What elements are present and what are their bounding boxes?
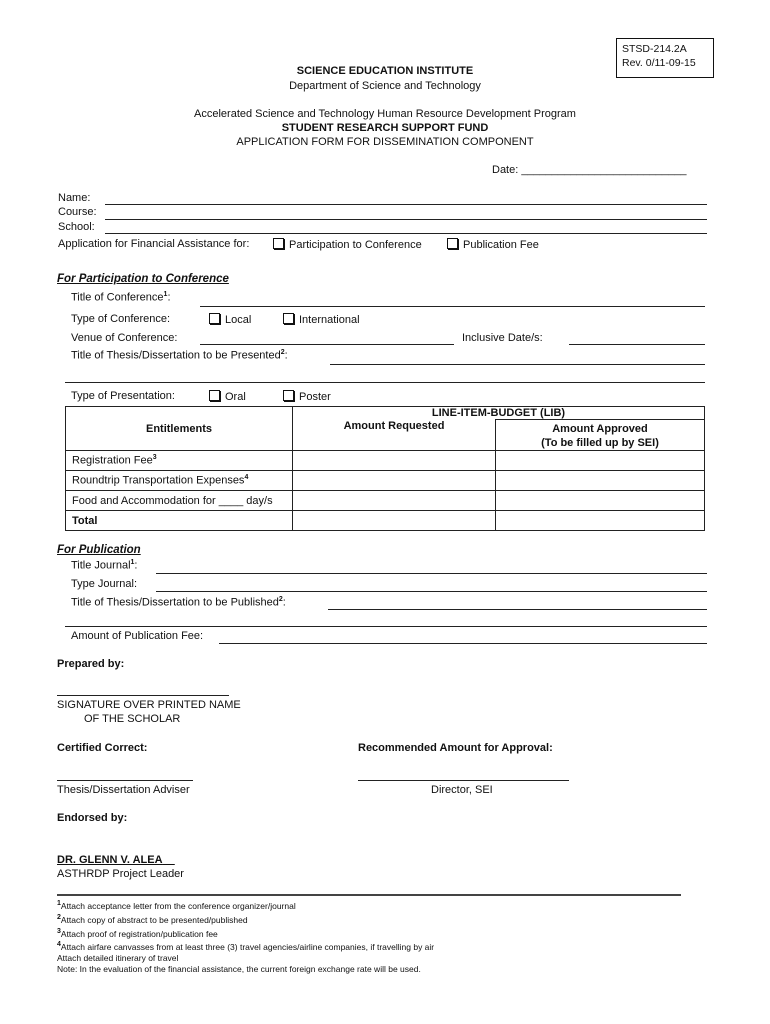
thesis-presented-field[interactable] xyxy=(330,364,705,365)
footnote-4: $^4$Attach airfare canvasses from at least three (3) travel agencies/airline companies, if travelling by air xyxy=(57,941,435,953)
project-leader-name: DR. GLENN V. ALEA xyxy=(57,854,163,866)
conference-section-heading: For Participation to Conference xyxy=(57,273,229,285)
name-field[interactable] xyxy=(105,204,707,205)
checkbox-icon[interactable] xyxy=(209,390,220,401)
institute-title: SCIENCE EDUCATION INSTITUTE xyxy=(296,65,474,77)
food-accommodation-requested-cell[interactable] xyxy=(293,491,496,511)
footnotes xyxy=(57,898,434,975)
checkbox-icon[interactable] xyxy=(209,313,220,324)
conference-checkbox-option[interactable]: Participation to Conference xyxy=(273,238,422,251)
prepared-by-label: Prepared by: xyxy=(57,658,125,670)
course-label: Course: xyxy=(58,206,97,218)
international-checkbox-option[interactable]: International xyxy=(283,313,360,326)
conference-title-label: Title of Conference$^1$: xyxy=(71,291,171,304)
journal-title-field[interactable] xyxy=(156,573,707,574)
date-field[interactable]: Date: ___________________________ xyxy=(492,164,687,176)
certified-correct-label: Certified Correct: xyxy=(57,742,148,754)
footnote-divider xyxy=(57,894,681,896)
footnote-1: $^1$Attach acceptance letter from the conference organizer/journal xyxy=(57,900,296,911)
publication-section-heading: For Publication xyxy=(57,544,141,556)
scholar-signature-caption-2: OF THE SCHOLAR xyxy=(84,713,181,725)
venue-field[interactable] xyxy=(200,344,454,345)
checkbox-icon[interactable] xyxy=(273,238,284,249)
registration-fee-requested-cell[interactable] xyxy=(293,451,496,471)
registration-fee-approved-cell[interactable] xyxy=(496,451,705,471)
transportation-label: Roundtrip Transportation Expenses$^4$ xyxy=(66,471,293,491)
director-signature-line[interactable] xyxy=(358,780,569,781)
checkbox-icon[interactable] xyxy=(283,390,294,401)
inclusive-dates-field[interactable] xyxy=(569,344,705,345)
food-accommodation-label: Food and Accommodation for ____ day/s xyxy=(66,491,293,511)
conference-title-field[interactable] xyxy=(200,306,705,307)
school-field[interactable] xyxy=(105,233,707,234)
form-code: STSD-214.2A xyxy=(622,43,687,55)
total-approved-cell[interactable] xyxy=(496,511,705,531)
total-label: Total xyxy=(66,511,293,531)
fund-title: STUDENT RESEARCH SUPPORT FUND xyxy=(281,122,489,134)
line-item-budget-table xyxy=(65,406,705,531)
entitlements-header: Entitlements xyxy=(66,407,293,451)
oral-checkbox-option[interactable]: Oral xyxy=(209,390,246,403)
poster-checkbox-option[interactable]: Poster xyxy=(283,390,331,403)
name-label: Name: xyxy=(58,192,91,204)
scholar-signature-caption: SIGNATURE OVER PRINTED NAME xyxy=(57,699,241,711)
director-caption: Director, SEI xyxy=(431,784,493,796)
scholar-signature-line[interactable] xyxy=(57,695,229,696)
thesis-published-label: Title of Thesis/Dissertation to be Published$^2$: xyxy=(71,596,286,609)
checkbox-icon[interactable] xyxy=(447,238,458,249)
food-accommodation-approved-cell[interactable] xyxy=(496,491,705,511)
transportation-requested-cell[interactable] xyxy=(293,471,496,491)
registration-fee-label: Registration Fee$^3$ xyxy=(66,451,293,471)
recommended-amount-label: Recommended Amount for Approval: xyxy=(358,742,553,754)
project-leader-title: ASTHRDP Project Leader xyxy=(57,868,184,880)
footnote-note: Note: In the evaluation of the financial assistance, the current foreign exchange rate will be used. xyxy=(57,964,421,975)
school-label: School: xyxy=(58,221,95,233)
publication-fee-label: Amount of Publication Fee: xyxy=(71,630,204,642)
venue-label: Venue of Conference: xyxy=(71,332,178,344)
endorsed-by-label: Endorsed by: xyxy=(57,812,128,824)
thesis-presented-field-continued[interactable] xyxy=(65,382,705,383)
thesis-presented-label: Title of Thesis/Dissertation to be Presented$^2$: xyxy=(71,349,288,362)
table-row xyxy=(66,471,705,491)
presentation-type-label: Type of Presentation: xyxy=(71,390,175,402)
local-checkbox-option[interactable]: Local xyxy=(209,313,251,326)
journal-type-field[interactable] xyxy=(156,591,707,592)
department-title: Department of Science and Technology xyxy=(289,80,481,92)
amount-approved-header: Amount Approved (To be filled up by SEI) xyxy=(496,420,705,451)
table-row xyxy=(66,511,705,531)
amount-requested-header: Amount Requested xyxy=(293,420,496,451)
footnote-2: $^2$Attach copy of abstract to be presented/published xyxy=(57,913,248,925)
total-requested-cell[interactable] xyxy=(293,511,496,531)
assistance-label: Application for Financial Assistance for: xyxy=(58,238,250,250)
footnote-3: $^3$Attach proof of registration/publication fee xyxy=(57,927,218,939)
publication-fee-field[interactable] xyxy=(219,643,707,644)
publication-checkbox-option[interactable]: Publication Fee xyxy=(447,238,539,251)
conference-type-label: Type of Conference: xyxy=(71,313,171,325)
table-row xyxy=(66,451,705,471)
transportation-approved-cell[interactable] xyxy=(496,471,705,491)
course-field[interactable] xyxy=(105,219,707,220)
thesis-published-field-continued[interactable] xyxy=(65,626,707,627)
program-title: Accelerated Science and Technology Human Resource Development Program xyxy=(194,108,576,120)
form-title: APPLICATION FORM FOR DISSEMINATION COMPONENT xyxy=(236,136,534,148)
form-revision: Rev. 0/11-09-15 xyxy=(622,57,696,69)
lib-caption: LINE-ITEM-BUDGET (LIB) xyxy=(293,407,705,420)
journal-type-label: Type Journal: xyxy=(71,578,138,590)
checkbox-icon[interactable] xyxy=(283,313,294,324)
table-row xyxy=(66,491,705,511)
adviser-signature-line[interactable] xyxy=(57,780,193,781)
inclusive-dates-label: Inclusive Date/s: xyxy=(462,332,543,344)
footnote-5: Attach detailed itinerary of travel xyxy=(57,953,179,964)
journal-title-label: Title Journal$^1$: xyxy=(71,559,138,572)
adviser-caption: Thesis/Dissertation Adviser xyxy=(57,784,190,796)
thesis-published-field[interactable] xyxy=(328,609,707,610)
